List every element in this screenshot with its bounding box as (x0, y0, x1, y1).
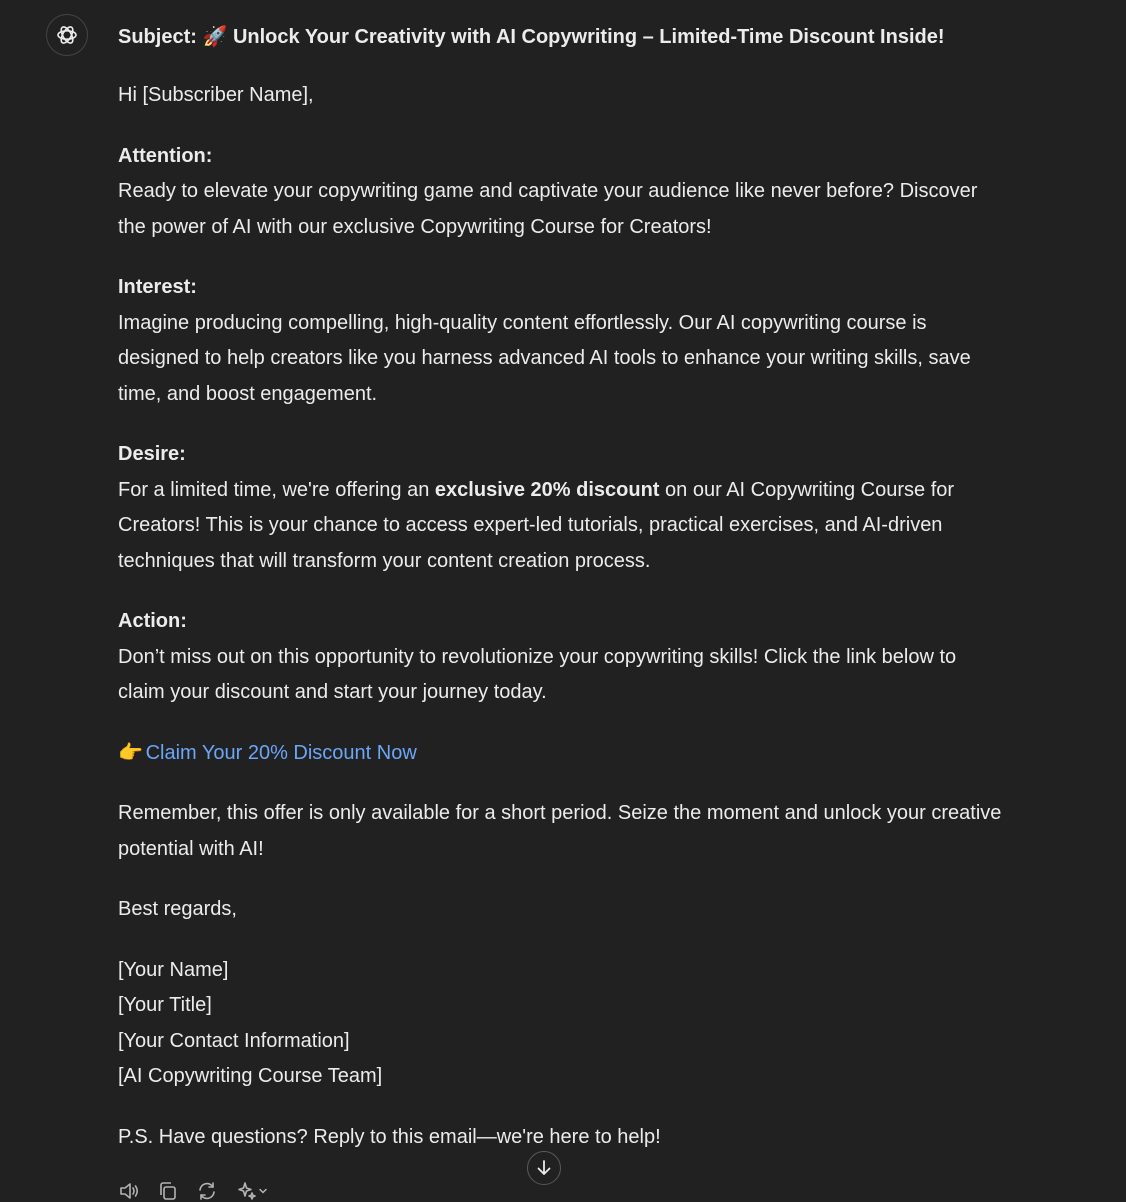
action-label: Action: (118, 610, 187, 632)
ps-text: P.S. Have questions? Reply to this email—we're here to help! (118, 1125, 661, 1148)
read-aloud-button[interactable] (118, 1180, 140, 1202)
signature-contact: [Your Contact Information] (118, 1029, 350, 1052)
model-switcher-button[interactable] (235, 1180, 269, 1202)
rocket-emoji: 🚀 (202, 26, 228, 48)
signature-team: [AI Copywriting Course Team] (118, 1065, 383, 1087)
signature-title: [Your Title] (118, 994, 212, 1016)
assistant-message (118, 18, 1008, 1155)
interest-text: Imagine producing compelling, high-quality content effortlessly. Our AI copywriting course is designed to help creators like you harness advanced AI tools to enhance your writing skills, save time, and boost engagement. (118, 311, 971, 405)
closing-text: Best regards, (118, 898, 237, 920)
copy-icon (157, 1180, 179, 1202)
sparkle-icon (236, 1180, 258, 1202)
cta-line (118, 736, 1008, 772)
assistant-avatar (46, 14, 88, 56)
pointing-hand-emoji: 👉 (118, 741, 143, 764)
attention-label: Attention: (118, 144, 213, 167)
message-actions (118, 1180, 269, 1202)
chevron-down-icon (258, 1186, 268, 1196)
scroll-to-bottom-button[interactable] (527, 1151, 561, 1185)
claim-discount-link[interactable]: Claim Your 20% Discount Now (145, 741, 417, 764)
desire-label: Desire: (118, 443, 186, 465)
openai-logo-icon (54, 22, 80, 48)
refresh-icon (196, 1180, 218, 1202)
discount-highlight: exclusive 20% discount (434, 478, 660, 501)
desire-text: For a limited time, we're offering an exclusive 20% discount on our AI Copywriting Course for Creators! This is your chance to access expert-led tutorials, practical exercises, and AI-driven techniques that will transform your content creation process. (118, 478, 955, 572)
email-subject: Subject: 🚀 Unlock Your Creativity with AI Copywriting – Limited-Time Discount Inside! (118, 26, 945, 48)
speaker-icon (118, 1180, 140, 1202)
action-text: Don’t miss out on this opportunity to revolutionize your copywriting skills! Click the link below to claim your discount and start your journey today. (118, 645, 957, 703)
signature-name: [Your Name] (118, 958, 229, 981)
reminder-text: Remember, this offer is only available for a short period. Seize the moment and unlock your creative potential with AI! (118, 802, 1002, 860)
email-greeting: Hi [Subscriber Name], (118, 84, 314, 106)
copy-button[interactable] (157, 1180, 179, 1202)
interest-label: Interest: (118, 276, 197, 298)
arrow-down-icon (535, 1159, 553, 1177)
attention-text: Ready to elevate your copywriting game and captivate your audience like never before? Discover the power of AI with our exclusive Copywriting Course for Creators! (118, 180, 978, 238)
regenerate-button[interactable] (196, 1180, 218, 1202)
